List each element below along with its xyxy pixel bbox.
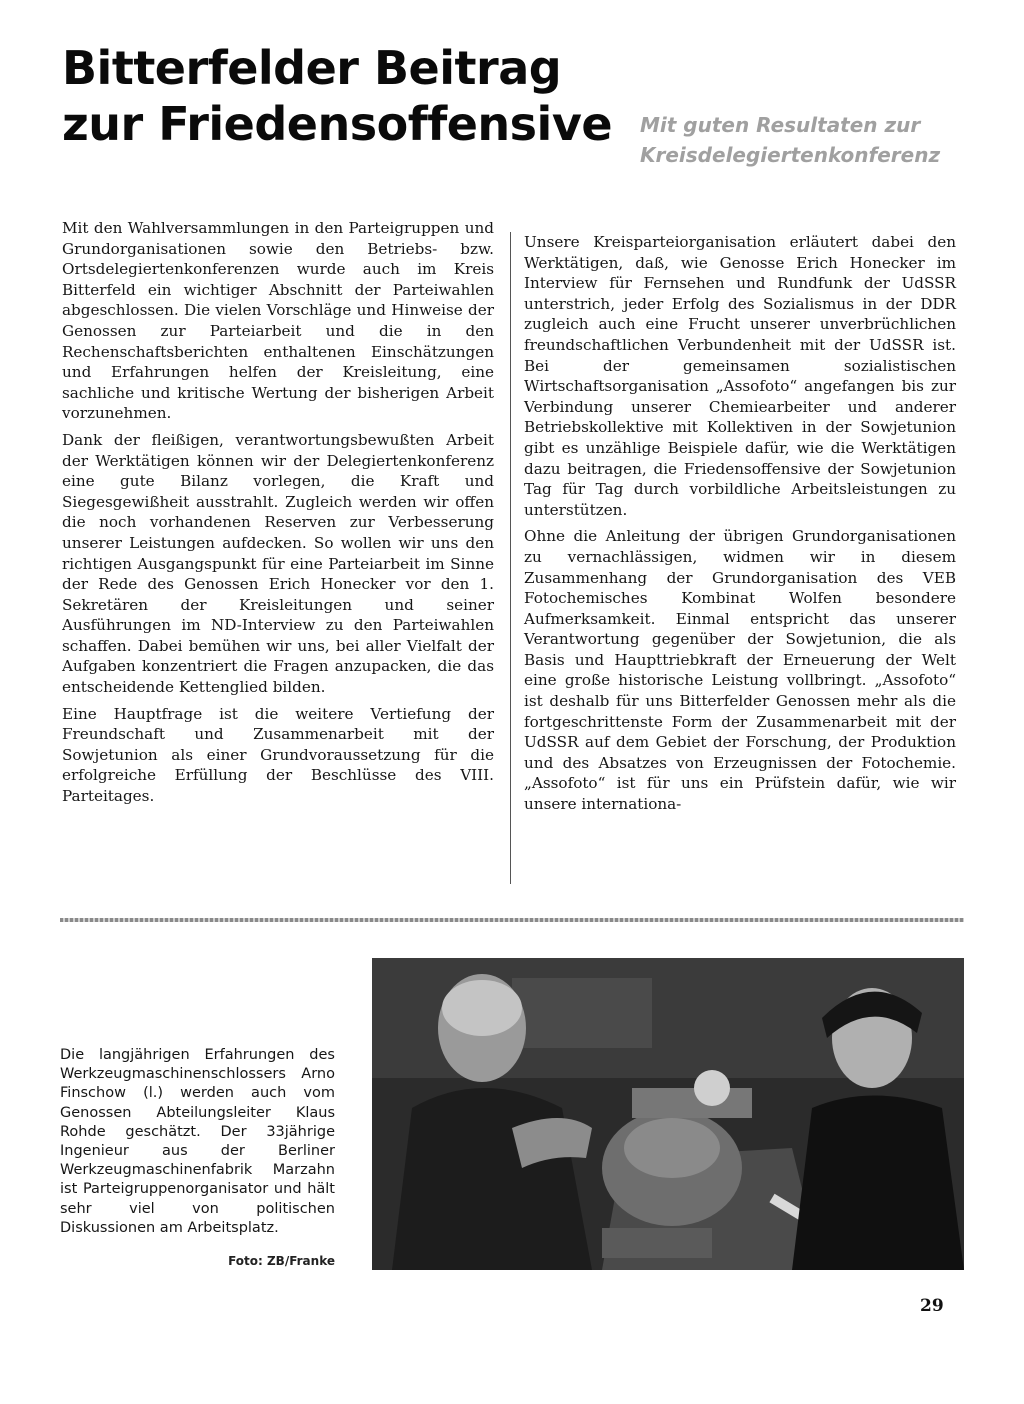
paragraph: Eine Hauptfrage ist die weitere Vertiefung der Freundschaft und Zusammenarbeit mit der Sowjetunion als einer Grundvoraussetzung für die erfolgreiche Erfüllung der Beschlüsse des VIII. Parteitages. [62, 704, 494, 806]
paragraph: Ohne die Anleitung der übrigen Grundorganisationen zu vernachlässigen, widmen wir in diesem Zusammenhang der Grundorganisation des VEB Fotochemisches Kombinat Wolfen besondere Aufmerksamkeit. Einmal entspricht das unserer Verantwortung gegenüber der Sowjetunion, die als Basis und Haupttriebkraft der Erneuerung der Welt eine große historische Leistung vollbringt. „Assofoto“ ist deshalb für uns Bitterfelder Genossen mehr als die fortgeschrittenste Form der Zusammenarbeit mit der UdSSR auf dem Gebiet der Forschung, der Produktion und des Absatzes von Erzeugnissen der Fotochemie. „Assofoto“ ist für uns ein Prüfstein dafür, wie wir unsere internationa- [524, 527, 956, 814]
article-headline [62, 40, 622, 152]
subheadline-line-1: Mit guten Resultaten zur [640, 113, 921, 137]
paragraph: Unsere Kreisparteiorganisation erläutert dabei den Werktätigen, daß, wie Genosse Erich Honecker im Interview für Fernsehen und Rundfunk der UdSSR unterstrich, jeder Erfolg des Sozialismus in der DDR zugleich auch eine Frucht unserer unverbrüchlichen freundschaftlichen Verbundenheit mit der UdSSR ist. Bei der gemeinsamen sozialistischen Wirtschaftsorganisation „Assofoto“ angefangen bis zur Verbindung unserer Chemiearbeiter und anderer Betriebskollektive mit Kollektiven in der Sowjetunion gibt es unzählige Beispiele dafür, wie die Werktätigen dazu beitragen, die Friedensoffensive der Sowjetunion Tag für Tag durch vorbildliche Arbeitsleistungen zu unterstützen. [524, 233, 956, 519]
left-text-column [62, 218, 494, 813]
article-subheadline [640, 110, 970, 170]
right-text-column [524, 232, 956, 821]
workshop-photo-illustration [372, 958, 964, 1270]
page-number: 29 [920, 1296, 944, 1316]
headline-line-1: Bitterfelder Beitrag [62, 41, 562, 95]
workshop-photo [372, 958, 964, 1270]
section-separator [60, 918, 964, 922]
photo-caption: Die langjährigen Erfahrungen des Werkzeugmaschinenschlossers Arno Finschow (l.) werden auch vom Genossen Abteilungsleiter Klaus Rohde geschätzt. Der 33jährige Ingenieur aus der Berliner Werkzeugmaschinenfabrik Marzahn ist Parteigruppenorganisator und hält sehr viel von politischen Diskussionen am Arbeitsplatz. [60, 1047, 335, 1236]
photo-credit: Foto: ZB/Franke [228, 1254, 335, 1268]
column-divider [510, 232, 511, 884]
paragraph: Mit den Wahlversammlungen in den Parteigruppen und Grundorganisationen sowie den Betriebs- bzw. Ortsdelegiertenkonferenzen wurde auch im Kreis Bitterfeld ein wichtiger Abschnitt der Parteiwahlen abgeschlossen. Die vielen Vorschläge und Hinweise der Genossen zur Parteiarbeit und die in den Rechenschaftsberichten enthaltenen Einschätzungen und Erfahrungen helfen der Kreisleitung, eine sachliche und kritische Wertung der bisherigen Arbeit vorzunehmen. [62, 219, 494, 423]
subheadline-line-2: Kreisdelegiertenkonferenz [640, 143, 941, 167]
headline-line-2: zur Friedensoffensive [62, 97, 613, 151]
paragraph: Dank der fleißigen, verantwortungsbewußten Arbeit der Werktätigen können wir der Delegiertenkonferenz eine gute Bilanz vorlegen, die Kraft und Siegesgewißheit ausstrahlt. Zugleich werden wir offen die noch vorhandenen Reserven zur Verbesserung unserer Leistungen aufdecken. So wollen wir uns den richtigen Ausgangspunkt für eine Parteiarbeit im Sinne der Rede des Genossen Erich Honecker vor den 1. Sekretären der Kreisleitungen und seiner Ausführungen im ND-Interview zu den Parteiwahlen schaffen. Dabei bemühen wir uns, bei aller Vielfalt der Aufgaben konzentriert die Fragen anzupacken, die das entscheidende Kettenglied bilden. [62, 430, 494, 697]
